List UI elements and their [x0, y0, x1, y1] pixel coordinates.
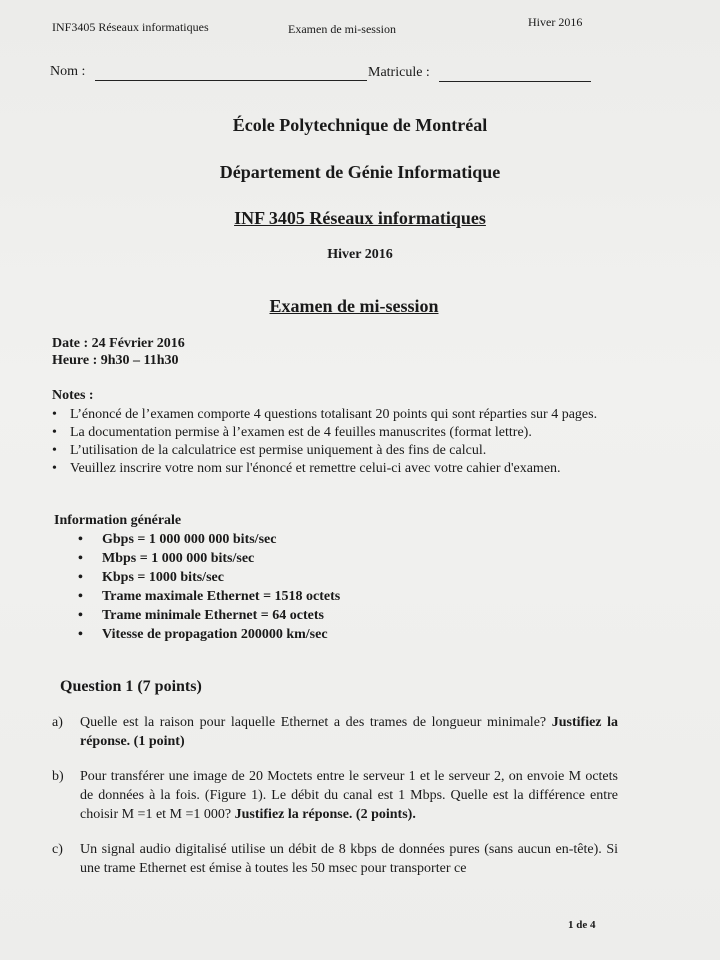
name-label: Nom : [50, 64, 86, 79]
list-item: • L’utilisation de la calculatrice est permise uniquement à des fins de calcul. [48, 442, 628, 459]
list-item: • Vitesse de propagation 200000 km/sec [78, 625, 340, 644]
department-title: Département de Génie Informatique [219, 162, 501, 182]
question-label: a) [52, 715, 63, 730]
name-field [50, 64, 367, 81]
notes-list [48, 406, 628, 478]
question1-a [52, 713, 619, 751]
question-text: Pour transférer une image de 20 Moctets entre le serveur 1 et le serveur 2, on envoie M octets de données à la fois. (Figure 1). Le débit du canal est 1 Mbps. Quelle est la différence entre choisir M =1 et M =1 000? [80, 769, 618, 822]
list-item: • Gbps = 1 000 000 000 bits/sec [78, 530, 340, 549]
list-item: • Veuillez inscrire votre nom sur l'énoncé et remettre celui-ci avec votre cahier d'examen. [48, 460, 628, 477]
question-label: b) [52, 769, 64, 784]
list-item: • La documentation permise à l’examen est de 4 feuilles manuscrites (format lettre). [48, 424, 628, 441]
header-exam: Examen de mi-session [288, 22, 396, 36]
exam-date: Date : 24 Février 2016 [52, 336, 185, 351]
list-item: • Trame maximale Ethernet = 1518 octets [78, 587, 340, 606]
name-blank[interactable] [95, 64, 367, 81]
header-course: INF3405 Réseaux informatiques [52, 20, 209, 34]
info-heading: Information générale [54, 513, 182, 528]
course-title: INF 3405 Réseaux informatiques [234, 208, 486, 228]
question1-title: Question 1 (7 points) [60, 678, 202, 695]
exam-title: Examen de mi-session [269, 296, 439, 316]
term-title: Hiver 2016 [327, 247, 393, 262]
list-item: • Mbps = 1 000 000 bits/sec [78, 549, 340, 568]
header-term: Hiver 2016 [528, 15, 583, 29]
question-bold: Justifiez la réponse. (1 point) [80, 715, 619, 749]
list-item: • Kbps = 1000 bits/sec [78, 568, 340, 587]
info-list [78, 530, 340, 644]
id-blank[interactable] [439, 65, 591, 82]
id-label: Matricule : [368, 65, 430, 80]
school-title: École Polytechnique de Montréal [232, 115, 488, 135]
question-label: c) [52, 842, 63, 857]
exam-time: Heure : 9h30 – 11h30 [52, 353, 179, 368]
id-field [368, 65, 591, 82]
notes-heading: Notes : [52, 388, 94, 403]
question-text: Quelle est la raison pour laquelle Ethernet a des trames de longueur minimale? [80, 715, 547, 730]
list-item: • L’énoncé de l’examen comporte 4 questions totalisant 20 points qui sont réparties sur 4 pages. [48, 406, 628, 423]
question-text: Un signal audio digitalisé utilise un débit de 8 kbps de données pures (sans aucun en-tête). Si une trame Ethernet est émise à toutes les 50 msec pour transporter ce [80, 842, 618, 876]
question1-c [52, 840, 618, 878]
question1-b [52, 767, 618, 824]
question-bold: Justifiez la réponse. (2 points). [234, 807, 416, 822]
page-number: 1 de 4 [568, 919, 596, 931]
list-item: • Trame minimale Ethernet = 64 octets [78, 606, 340, 625]
